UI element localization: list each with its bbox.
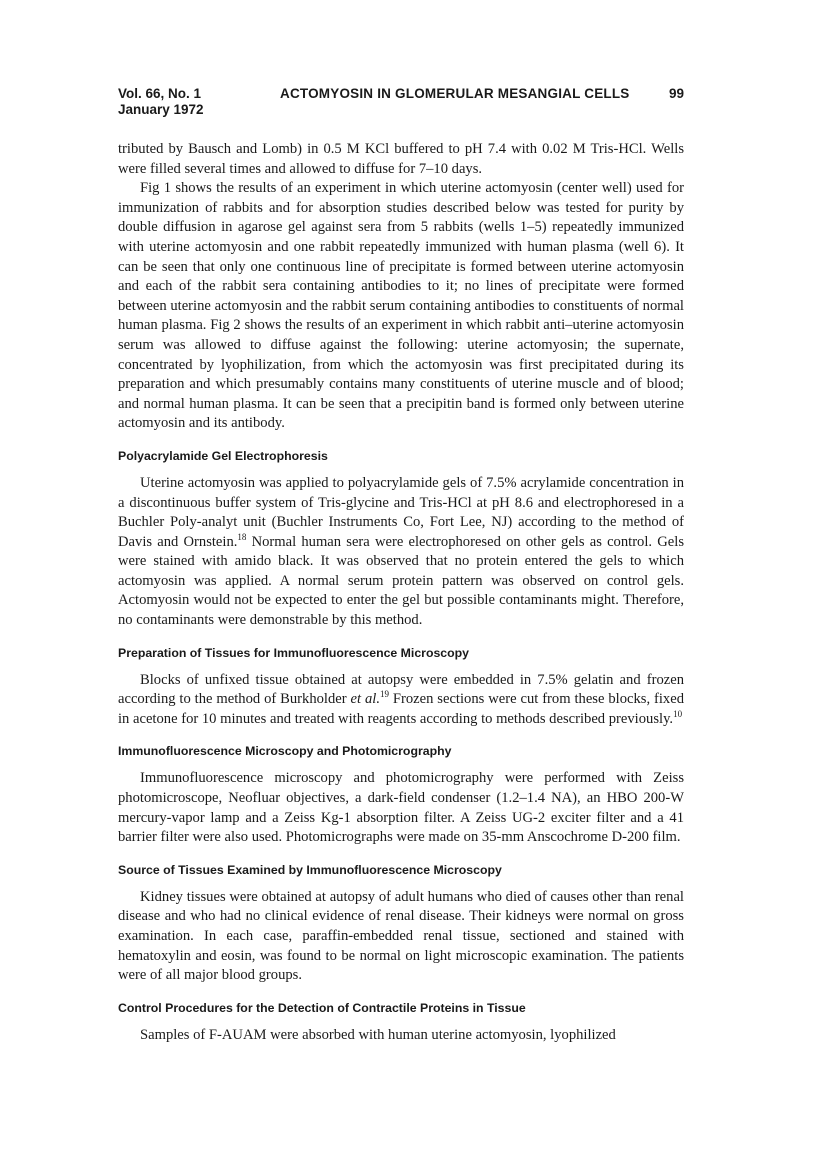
preparation-text-a: Blocks of unfixed tissue obtained at autopsy were embedded in 7.5% gelatin and frozen according to the method of Burkholder bbox=[118, 671, 684, 708]
paragraph-fig-results: Fig 1 shows the results of an experiment in which uterine actomyosin (center well) used for immunization of rabbits and for absorption studies described below was tested for purity by double diffusion in agarose gel against sera from 5 rabbits (wells 1–5) repeatedly immunized with uterine actomyosin and one rabbit repeatedly immunized with human plasma (well 6). It can be seen that only one continuous line of precipitate is formed between uterine actomyosin and each of the rabbit sera containing antibodies to it; no lines of precipitate were formed between uterine actomyosin and the rabbit serum containing antibodies to constituents of normal human plasma. Fig 2 shows the results of an experiment in which rabbit anti–uterine actomyosin serum was allowed to diffuse against the following: uterine actomyosin; the supernate, concentrated by lyophilization, from which the actomyosin was first precipitated during its preparation and which presumably contains many constituents of uterine muscle and of blood; and normal human plasma. It can be seen that a precipitin band is formed only between uterine actomyosin and its antibody. bbox=[118, 180, 684, 432]
running-header bbox=[118, 86, 684, 120]
article-body bbox=[118, 140, 684, 1045]
page-number: 99 bbox=[668, 86, 684, 101]
paragraph-electrophoresis bbox=[118, 474, 684, 631]
issue-date: January 1972 bbox=[118, 102, 204, 117]
section-heading-tissue-preparation: Preparation of Tissues for Immunofluorescence Microscopy bbox=[118, 645, 470, 660]
volume-number: Vol. 66, No. 1 bbox=[118, 86, 202, 101]
section-heading-tissue-source: Source of Tissues Examined by Immunofluorescence Microscopy bbox=[118, 862, 502, 877]
section-heading-control-procedures: Control Procedures for the Detection of Contractile Proteins in Tissue bbox=[118, 1000, 526, 1015]
reference-marker: 18 bbox=[237, 531, 247, 542]
journal-issue bbox=[118, 86, 204, 118]
paragraph-microscopy: Immunofluorescence microscopy and photomicrography were performed with Zeiss photomicroscope, Neofluar objectives, a dark-field condenser (1.2–1.4 NA), an HBO 200-W mercury-vapor lamp and a Zeiss Kg-1 absorption filter. A Zeiss UG-2 exciter filter and a 41 barrier filter were also used. Photomicrographs were made on 35-mm Anscochrome D-200 film. bbox=[118, 770, 684, 846]
et-al-italic: et al. bbox=[350, 691, 380, 708]
section-heading-microscopy: Immunofluorescence Microscopy and Photomicrography bbox=[118, 744, 452, 759]
paragraph-continued: tributed by Bausch and Lomb) in 0.5 M KCl buffered to pH 7.4 with 0.02 M Tris-HCl. Wells were filled several times and allowed to diffuse for 7–10 days. bbox=[118, 141, 684, 177]
paragraph-tissue-source: Kidney tissues were obtained at autopsy of adult humans who died of causes other than renal disease and who had no clinical evidence of renal disease. Their kidneys were normal on gross examination. In each case, paraffin-embedded renal tissue, sectioned and stained with hematoxylin and eosin, was found to be normal on light microscopic examination. The patients were of all major blood groups. bbox=[118, 888, 684, 984]
electrophoresis-text-a: Uterine actomyosin was applied to polyacrylamide gels of 7.5% acrylamide concentration in a discontinuous buffer system of Tris-glycine and Tris-HCl at pH 8.6 and electrophoresed in a Buchler Poly-analyt unit (Buchler Instruments Co, Fort Lee, NJ) according to the method of Davis and Ornstein. bbox=[118, 474, 684, 550]
electrophoresis-text-b: Normal human sera were electrophoresed on other gels as control. Gels were stained with amido black. It was observed that no protein entered the gels to which actomyosin was applied. A normal serum protein pattern was observed on control gels. Actomyosin would not be expected to enter the gel but possible contaminants might. Therefore, no contaminants were demonstrable by this method. bbox=[118, 533, 684, 629]
preparation-text-b: Frozen sections were cut from these blocks, fixed in acetone for 10 minutes and treated with reagents according to methods described previously. bbox=[118, 691, 684, 727]
running-title: ACTOMYOSIN IN GLOMERULAR MESANGIAL CELLS bbox=[280, 86, 630, 101]
reference-marker: 19 bbox=[379, 689, 389, 700]
paragraph-control-procedures: Samples of F-AUAM were absorbed with human uterine actomyosin, lyophilized bbox=[140, 1026, 616, 1043]
paragraph-tissue-preparation bbox=[118, 671, 684, 730]
reference-marker: 10 bbox=[673, 708, 683, 719]
section-heading-electrophoresis: Polyacrylamide Gel Electrophoresis bbox=[118, 448, 328, 463]
